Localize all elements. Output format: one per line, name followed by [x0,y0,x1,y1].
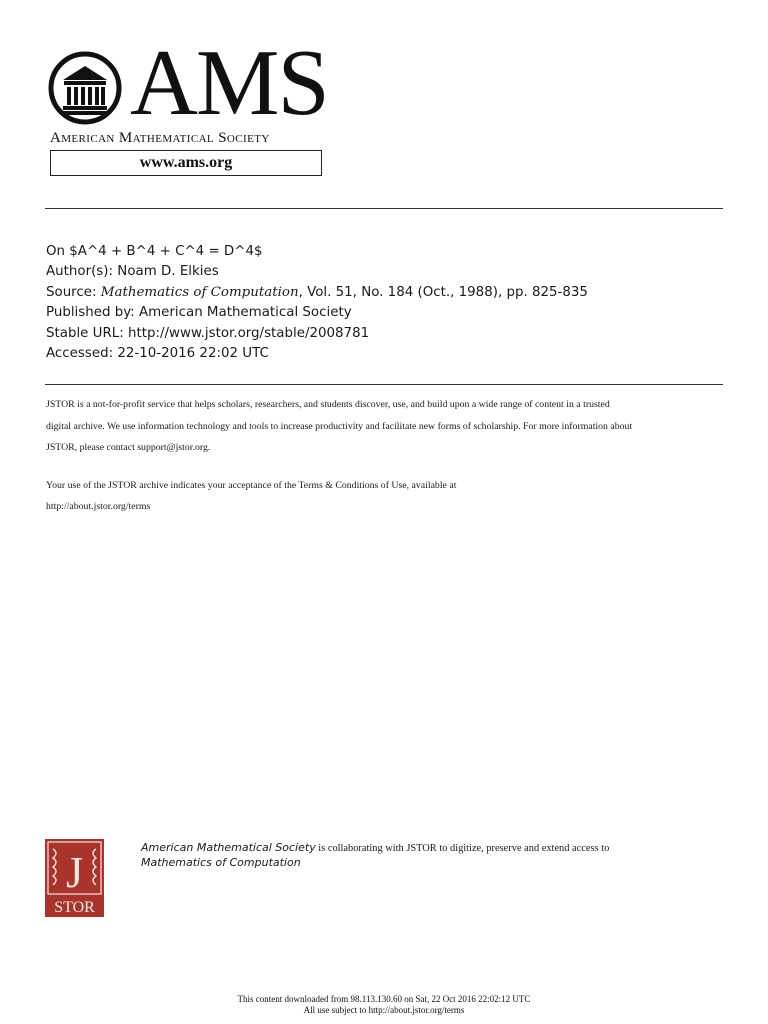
footer-terms-line: All use subject to http://about.jstor.org/terms [303,1005,465,1015]
collab-publisher: American Mathematical Society [141,841,316,854]
terms-line: Your use of the JSTOR archive indicates your acceptance of the Terms & Conditions of Use, available at [46,479,457,491]
terms-paragraph [46,475,726,518]
author-line [46,262,726,282]
publisher-line [46,303,726,323]
source-details: , Vol. 51, No. 184 (Oct., 1988), pp. 825-835 [298,284,588,300]
source-label: Source: [46,284,97,300]
download-footer [0,994,768,1016]
source-line [46,283,726,303]
jstor-logo-word: STOR [54,899,95,916]
accessed-value: 22-10-2016 22:02 UTC [117,346,269,362]
notice-line: JSTOR, please contact support@jstor.org. [46,442,211,453]
ams-society-name: American Mathematical Society [50,130,270,146]
stable-url-label: Stable URL: [46,325,124,341]
ams-url: www.ams.org [50,150,322,176]
ams-wordmark: AMS [130,31,328,135]
collab-journal: Mathematics of Computation [141,856,301,869]
jstor-notice-paragraph [46,394,726,459]
stable-url-line [46,324,726,344]
jstor-logo-letter: J [65,848,84,897]
notice-line: digital archive. We use information technology and tools to increase productivity and facilitate new forms of scholarship. For more information about [46,420,633,432]
collaboration-statement [141,841,731,870]
notice-line: JSTOR is a not-for-profit service that helps scholars, researchers, and students discover, use, and build upon a wide range of content in a trusted [46,399,610,410]
collab-text: is collaborating with JSTOR to digitize, preserve and extend access to [315,843,610,854]
ams-building-icon [48,50,126,126]
source-journal: Mathematics of Computation [100,284,299,300]
top-divider [45,208,723,209]
author-label: Author(s): [46,264,114,280]
publisher-value: American Mathematical Society [138,305,352,321]
middle-divider [45,384,723,385]
accessed-label: Accessed: [46,346,114,362]
publisher-label: Published by: [46,305,135,321]
jstor-logo [45,839,104,917]
stable-url-link[interactable]: http://www.jstor.org/stable/2008781 [128,325,370,341]
article-title: On $A^4 + B^4 + C^4 = D^4$ [46,244,263,259]
jstor-notice [46,394,726,518]
ams-logo [48,31,328,178]
accessed-line [46,344,726,364]
terms-link[interactable]: http://about.jstor.org/terms [46,501,151,512]
article-metadata [46,242,726,364]
author-value: Noam D. Elkies [117,264,219,280]
footer-line: This content downloaded from 98.113.130.60 on Sat, 22 Oct 2016 22:02:12 UTC [237,994,531,1004]
